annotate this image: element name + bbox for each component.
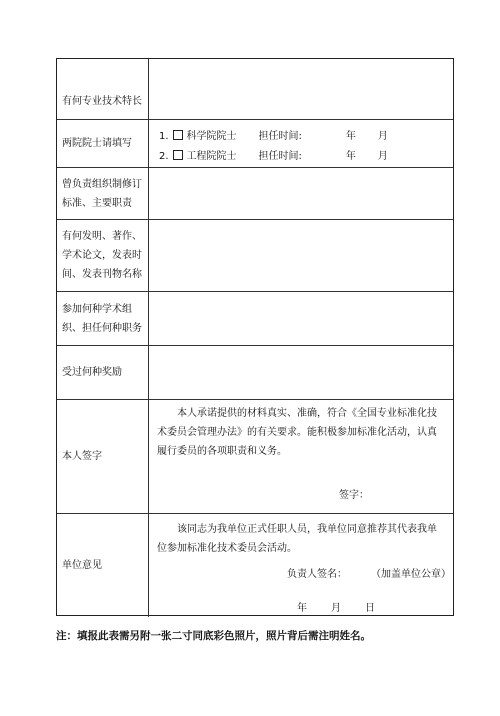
signature-label[interactable]: 签字： [339, 490, 369, 501]
appointment-time-label: 担任时间: [258, 151, 302, 162]
appointment-time-label: 担任时间: [258, 131, 302, 142]
label-unit-opinion: 单位意见 [57, 514, 149, 617]
option-academy-of-engineering [159, 147, 388, 162]
label-academic-orgs: 参加何种学术组织、担任何种职务 [57, 292, 149, 345]
row-academic-orgs [57, 291, 453, 345]
option-number: 1. [159, 131, 169, 142]
label-awards: 受过何种奖励 [57, 346, 149, 399]
seal-note: （加盖单位公章） [371, 569, 451, 580]
option-name: 科学院院士 [186, 131, 237, 142]
value-signature [149, 400, 453, 513]
row-awards [57, 345, 453, 399]
date-line [297, 599, 375, 614]
date-year: 年 [297, 603, 307, 614]
label-signature: 本人签字 [57, 400, 149, 513]
value-academic-orgs[interactable] [149, 292, 453, 345]
value-academician [149, 120, 453, 167]
row-standards [57, 167, 453, 219]
value-unit-opinion [149, 514, 453, 617]
row-specialty [57, 59, 453, 119]
date-day: 日 [365, 603, 375, 614]
pledge-text: 本人承诺提供的材料真实、准确，符合《全国专业标准化技术委员会管理办法》的有关要求。能积极参加标准化活动，认真履行委员的各项职责和义务。 [157, 408, 437, 457]
label-academician: 两院院士请填写 [57, 120, 149, 167]
value-awards[interactable] [149, 346, 453, 399]
responsible-signature-label[interactable]: 负责人签名： [287, 569, 347, 580]
option-name: 工程院院士 [186, 151, 237, 162]
checkbox-icon[interactable] [173, 150, 183, 160]
label-specialty: 有何专业技术特长 [57, 59, 149, 119]
label-inventions: 有何发明、著作、学术论文，发表时间、发表刊物名称 [57, 220, 149, 291]
option-number: 2. [159, 151, 169, 162]
label-standards: 曾负责组织制修订标准、主要职责 [57, 168, 149, 219]
value-standards[interactable] [149, 168, 453, 219]
value-specialty[interactable] [149, 59, 453, 119]
row-inventions [57, 219, 453, 291]
application-form-table [56, 58, 454, 616]
footnote: 注：填报此表需另附一张二寸同底彩色照片，照片背后需注明姓名。 [56, 630, 371, 642]
month-label: 月 [377, 131, 388, 142]
checkbox-icon[interactable] [173, 130, 183, 140]
value-inventions[interactable] [149, 220, 453, 291]
row-unit-opinion [57, 513, 453, 617]
row-academician [57, 119, 453, 167]
month-label: 月 [377, 151, 388, 162]
year-label: 年 [345, 131, 356, 142]
year-label: 年 [345, 151, 356, 162]
option-academy-of-sciences [159, 127, 388, 142]
date-month: 月 [331, 603, 341, 614]
row-signature [57, 399, 453, 513]
unit-opinion-text: 该同志为我单位正式任职人员，我单位同意推荐其代表我单位参加标准化技术委员会活动。 [157, 524, 437, 554]
